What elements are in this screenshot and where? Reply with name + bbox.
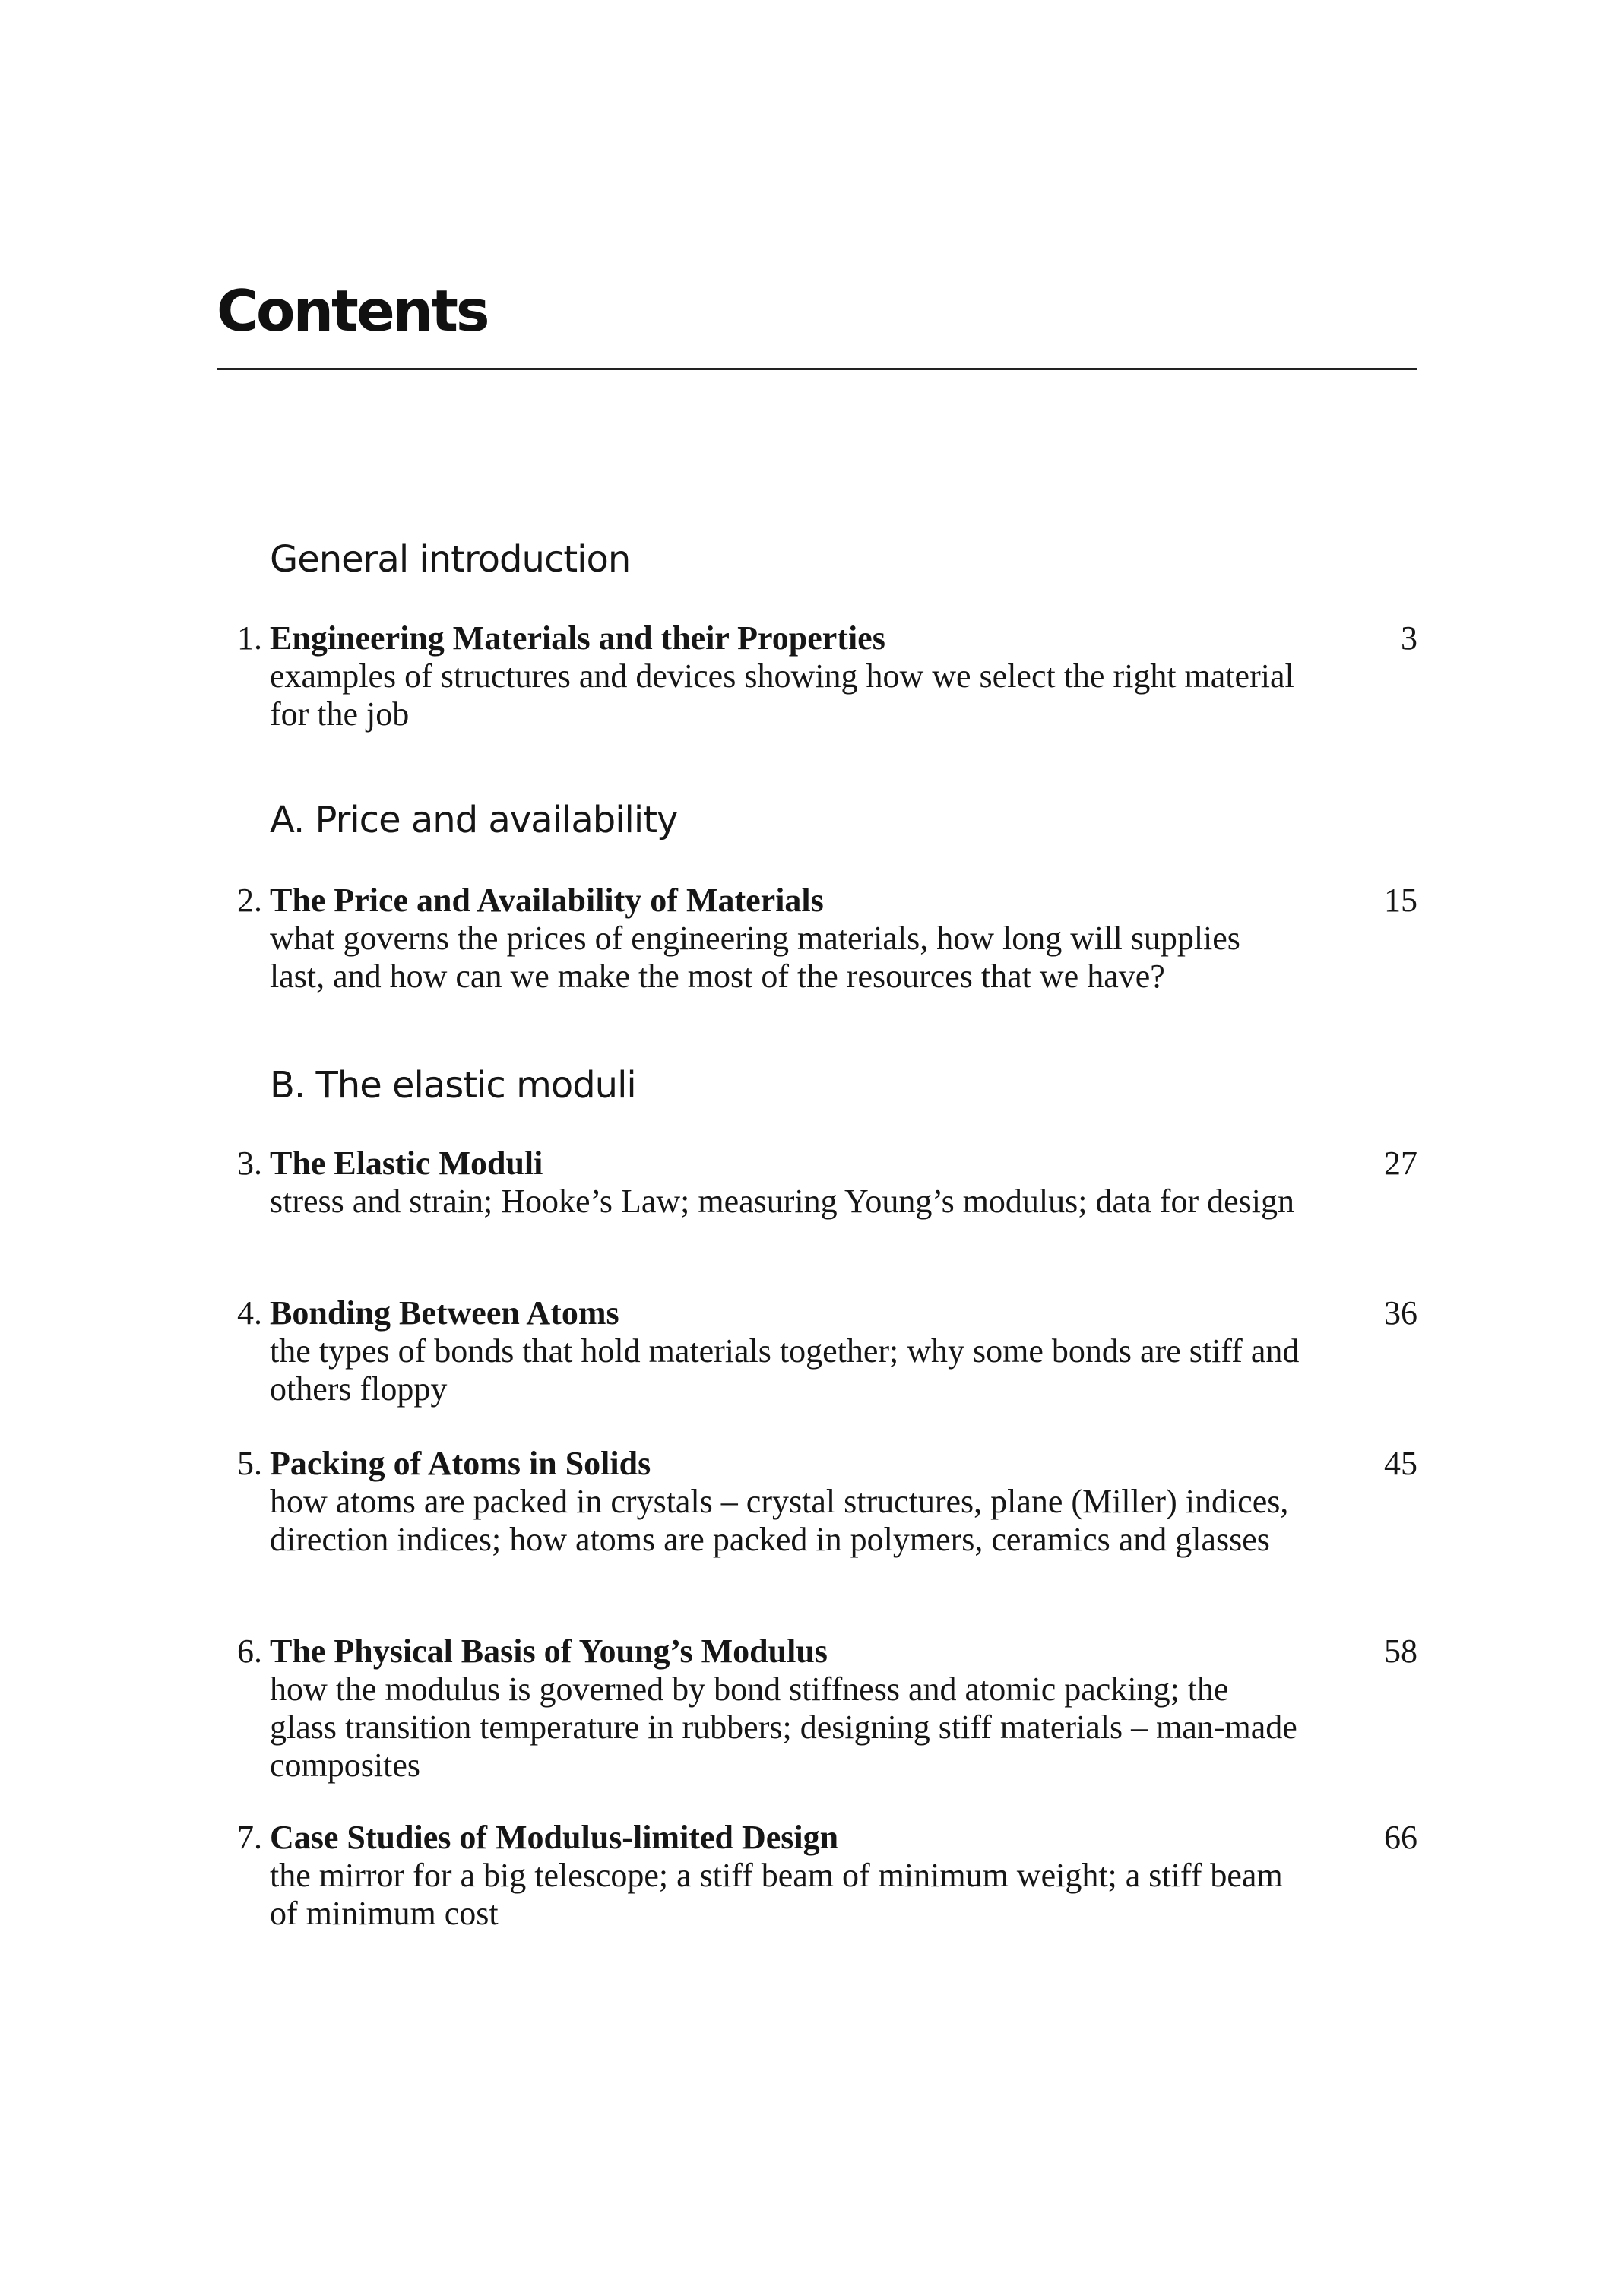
entry-description: the mirror for a big telescope; a stiff beam of minimum weight; a stiff beam of minimum cost [270, 1857, 1283, 1932]
entry-title: The Physical Basis of Young’s Modulus [270, 1633, 828, 1670]
entry-page-number: 36 [1384, 1294, 1417, 1332]
entry-page-number: 45 [1384, 1445, 1417, 1482]
entry-number: 6. [237, 1633, 262, 1670]
page-title: Contents [217, 277, 488, 344]
entry-title: Bonding Between Atoms [270, 1294, 619, 1332]
entry-title: The Price and Availability of Materials [270, 882, 824, 919]
entry-number: 5. [237, 1445, 262, 1482]
entry-page-number: 27 [1384, 1145, 1417, 1182]
entry-number: 3. [237, 1145, 262, 1182]
entry-title: Packing of Atoms in Solids [270, 1445, 651, 1482]
section-heading-elastic-moduli: B. The elastic moduli [270, 1064, 636, 1107]
section-heading-general-introduction: General introduction [270, 538, 631, 581]
entry-description: how the modulus is governed by bond stiffness and atomic packing; the glass transition temperature in rubbers; designing stiff materials – man-made composites [270, 1671, 1297, 1784]
entry-page-number: 3 [1401, 619, 1417, 657]
entry-description: what governs the prices of engineering materials, how long will supplies last, and how can we make the most of the resources that we have? [270, 920, 1240, 995]
section-heading-price-and-availability: A. Price and availability [270, 799, 678, 841]
entry-description: the types of bonds that hold materials together; why some bonds are stiff and others floppy [270, 1332, 1300, 1408]
entry-title: The Elastic Moduli [270, 1145, 543, 1182]
entry-description: how atoms are packed in crystals – crystal structures, plane (Miller) indices, direction indices; how atoms are packed in polymers, ceramics and glasses [270, 1483, 1289, 1558]
entry-description: stress and strain; Hooke’s Law; measuring Young’s modulus; data for design [270, 1183, 1294, 1220]
entry-page-number: 15 [1384, 882, 1417, 919]
entry-number: 1. [237, 619, 262, 657]
entry-title: Engineering Materials and their Properties [270, 619, 885, 657]
entry-title: Case Studies of Modulus-limited Design [270, 1819, 839, 1856]
entry-page-number: 58 [1384, 1633, 1417, 1670]
entry-description: examples of structures and devices showing how we select the right material for the job [270, 657, 1294, 733]
entry-page-number: 66 [1384, 1819, 1417, 1856]
entry-number: 4. [237, 1294, 262, 1332]
entry-number: 2. [237, 882, 262, 919]
entry-number: 7. [237, 1819, 262, 1856]
title-rule [217, 368, 1417, 370]
